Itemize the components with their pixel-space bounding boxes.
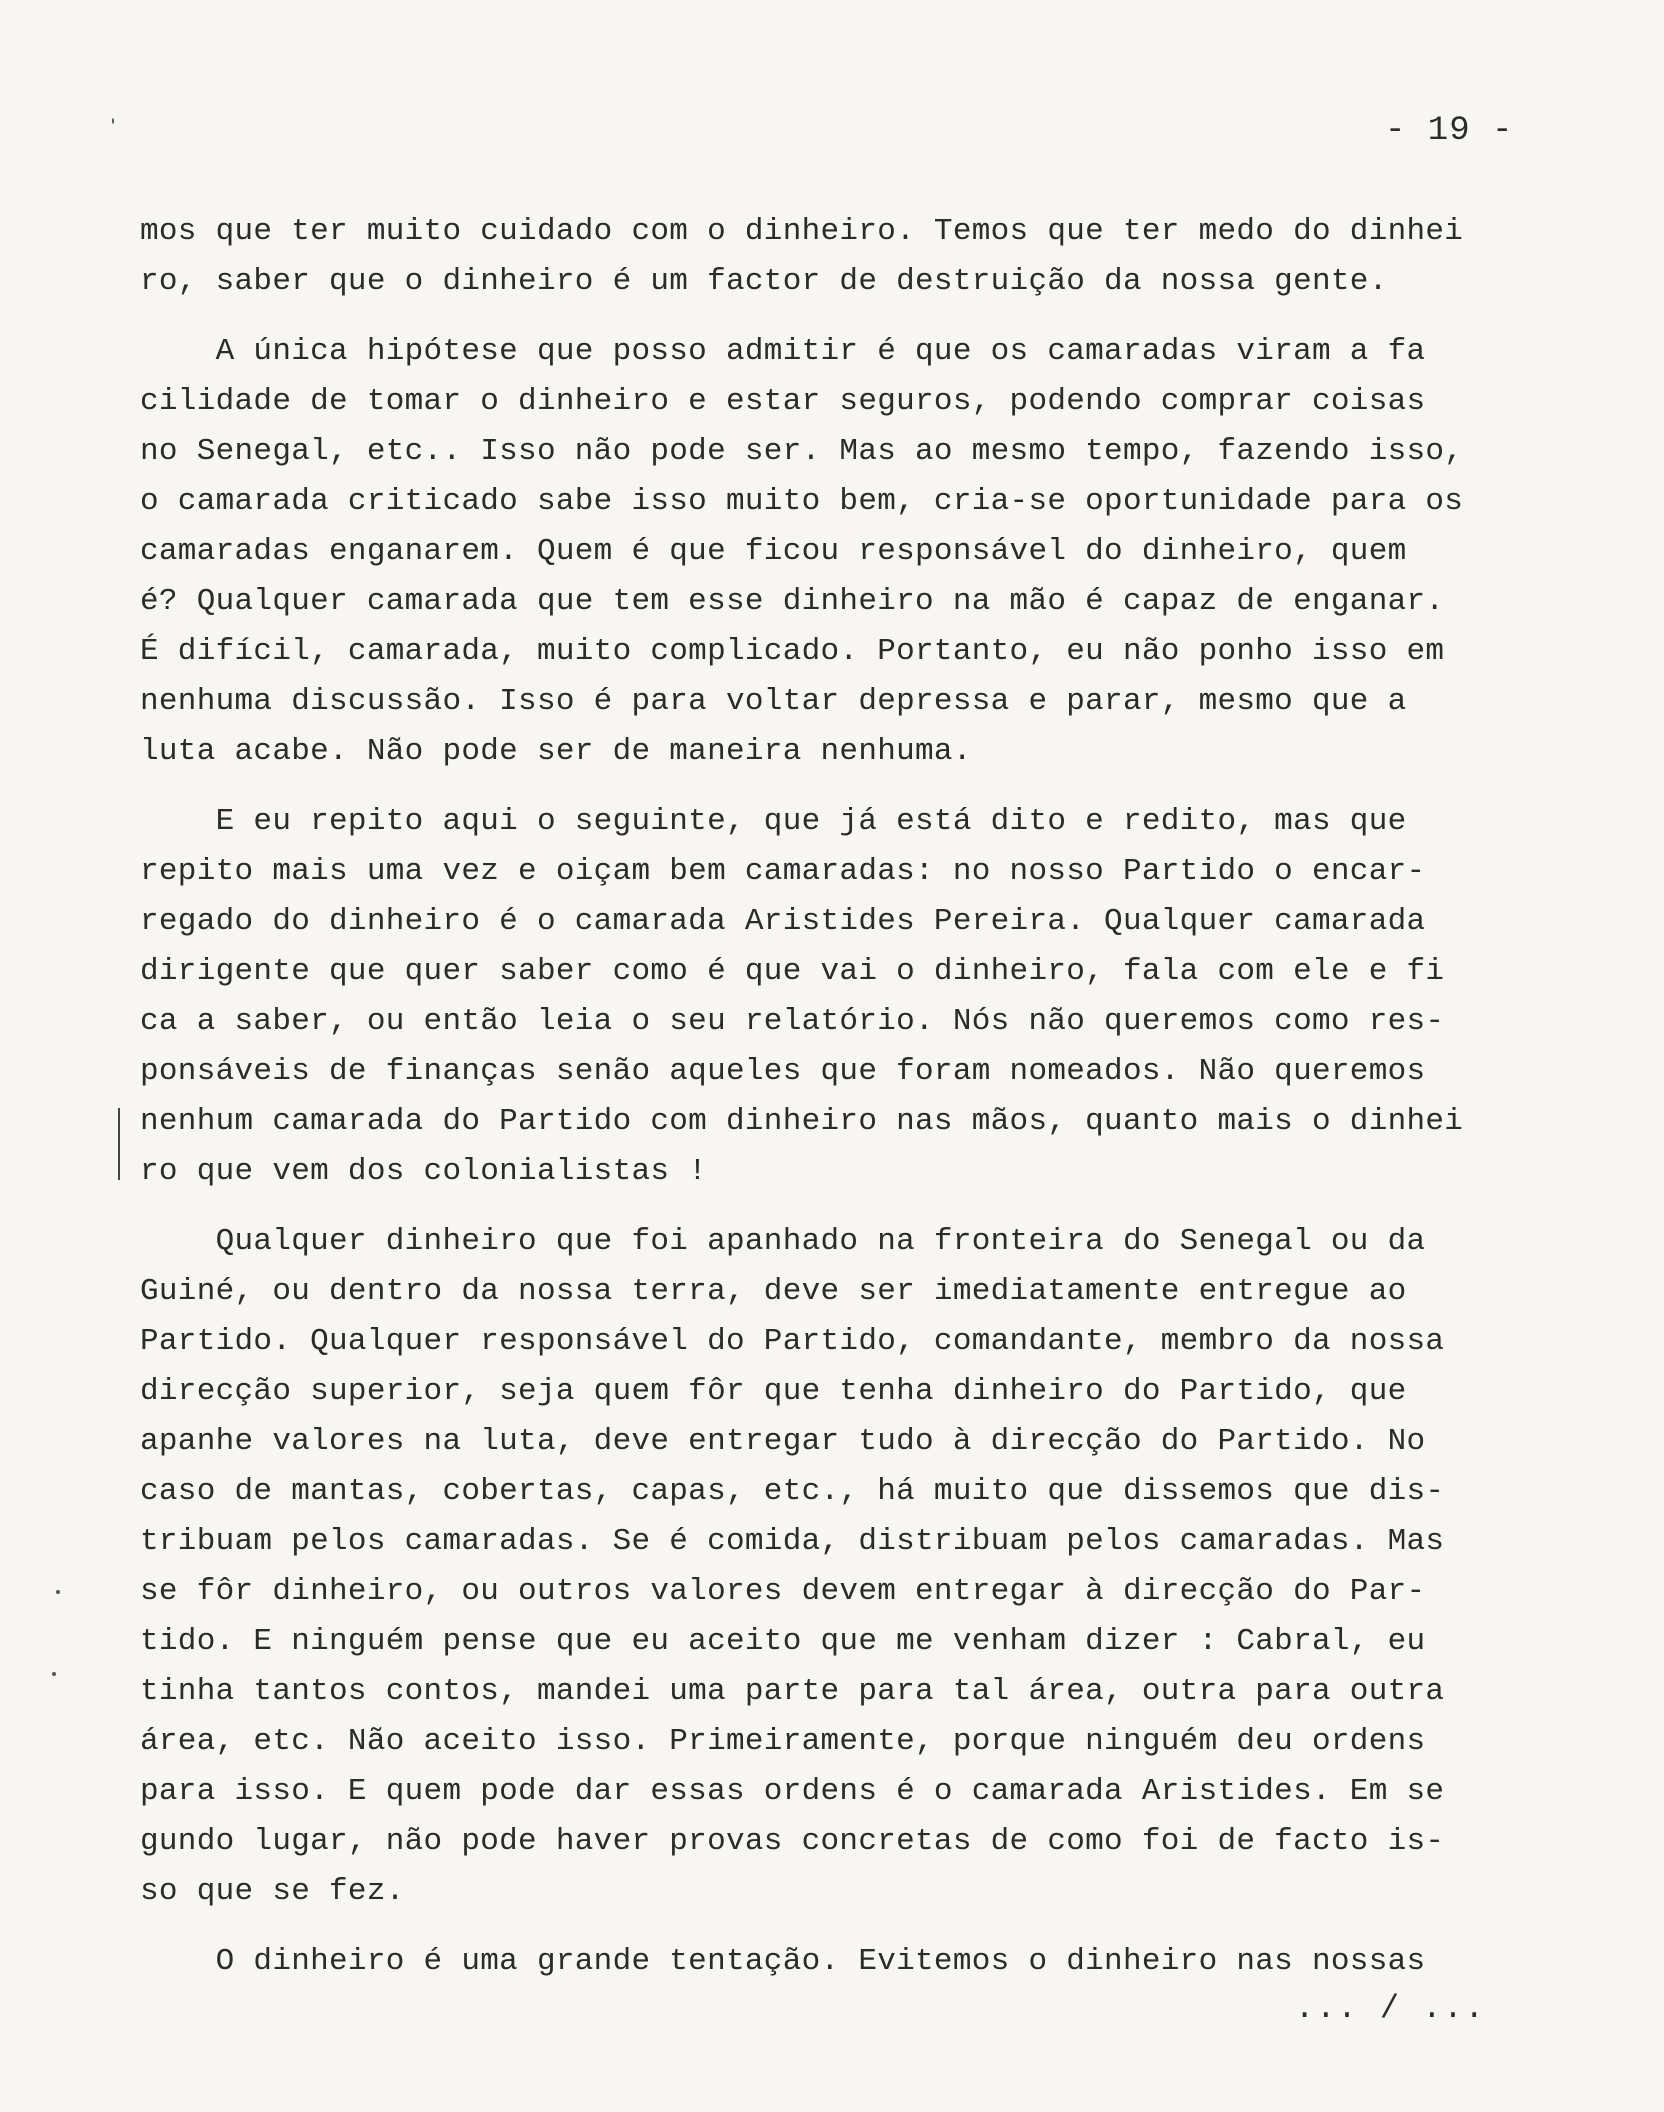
text-line: gundo lugar, não pode haver provas concretas de como foi de facto is- bbox=[140, 1824, 1445, 1859]
page-number: - 19 - bbox=[1385, 112, 1514, 150]
text-line: luta acabe. Não pode ser de maneira nenhuma. bbox=[140, 734, 972, 769]
text-line: área, etc. Não aceito isso. Primeiramente, porque ninguém deu ordens bbox=[140, 1724, 1426, 1759]
text-line: nenhuma discussão. Isso é para voltar depressa e parar, mesmo que a bbox=[140, 684, 1407, 719]
text-line: dirigente que quer saber como é que vai o dinheiro, fala com ele e fi bbox=[140, 954, 1445, 989]
text-line: so que se fez. bbox=[140, 1874, 405, 1909]
text-line: Partido. Qualquer responsável do Partido, comandante, membro da nossa bbox=[140, 1324, 1445, 1359]
text-line: tinha tantos contos, mandei uma parte para tal área, outra para outra bbox=[140, 1674, 1445, 1709]
text-line: mos que ter muito cuidado com o dinheiro. Temos que ter medo do dinhei bbox=[140, 214, 1464, 249]
text-line: ponsáveis de finanças senão aqueles que foram nomeados. Não queremos bbox=[140, 1054, 1426, 1089]
text-line: A única hipótese que posso admitir é que os camaradas viram a fa bbox=[140, 334, 1426, 369]
text-line: O dinheiro é uma grande tentação. Evitemos o dinheiro nas nossas bbox=[140, 1944, 1426, 1979]
text-line: E eu repito aqui o seguinte, que já está dito e redito, mas que bbox=[140, 804, 1407, 839]
text-line: apanhe valores na luta, deve entregar tudo à direcção do Partido. No bbox=[140, 1424, 1426, 1459]
scan-speck bbox=[112, 118, 114, 124]
text-line: ca a saber, ou então leia o seu relatório. Nós não queremos como res- bbox=[140, 1004, 1445, 1039]
text-line: tribuam pelos camaradas. Se é comida, distribuam pelos camaradas. Mas bbox=[140, 1524, 1445, 1559]
text-line: direcção superior, seja quem fôr que tenha dinheiro do Partido, que bbox=[140, 1374, 1407, 1409]
text-line: é? Qualquer camarada que tem esse dinheiro na mão é capaz de enganar. bbox=[140, 584, 1445, 619]
text-line: É difícil, camarada, muito complicado. Portanto, eu não ponho isso em bbox=[140, 634, 1445, 669]
text-line: para isso. E quem pode dar essas ordens é o camarada Aristides. Em se bbox=[140, 1774, 1445, 1809]
text-line: camaradas enganarem. Quem é que ficou responsável do dinheiro, quem bbox=[140, 534, 1407, 569]
text-line: repito mais uma vez e oiçam bem camaradas: no nosso Partido o encar- bbox=[140, 854, 1426, 889]
text-line: se fôr dinheiro, ou outros valores devem entregar à direcção do Par- bbox=[140, 1574, 1426, 1609]
continuation-mark: ... / ... bbox=[1295, 1990, 1486, 2027]
text-line: regado do dinheiro é o camarada Aristides Pereira. Qualquer camarada bbox=[140, 904, 1426, 939]
text-line: nenhum camarada do Partido com dinheiro nas mãos, quanto mais o dinhei bbox=[140, 1104, 1464, 1139]
margin-mark bbox=[118, 1108, 120, 1180]
text-line: caso de mantas, cobertas, capas, etc., há muito que dissemos que dis- bbox=[140, 1474, 1445, 1509]
text-line: Guiné, ou dentro da nossa terra, deve ser imediatamente entregue ao bbox=[140, 1274, 1407, 1309]
text-line: cilidade de tomar o dinheiro e estar seguros, podendo comprar coisas bbox=[140, 384, 1426, 419]
scan-speck bbox=[56, 1590, 60, 1594]
text-line: no Senegal, etc.. Isso não pode ser. Mas ao mesmo tempo, fazendo isso, bbox=[140, 434, 1464, 469]
text-line: o camarada criticado sabe isso muito bem, cria-se oportunidade para os bbox=[140, 484, 1464, 519]
scan-speck bbox=[52, 1672, 56, 1676]
text-line: tido. E ninguém pense que eu aceito que me venham dizer : Cabral, eu bbox=[140, 1624, 1426, 1659]
text-line: ro que vem dos colonialistas ! bbox=[140, 1154, 708, 1189]
text-line: Qualquer dinheiro que foi apanhado na fronteira do Senegal ou da bbox=[140, 1224, 1426, 1259]
text-line: ro, saber que o dinheiro é um factor de destruição da nossa gente. bbox=[140, 264, 1388, 299]
